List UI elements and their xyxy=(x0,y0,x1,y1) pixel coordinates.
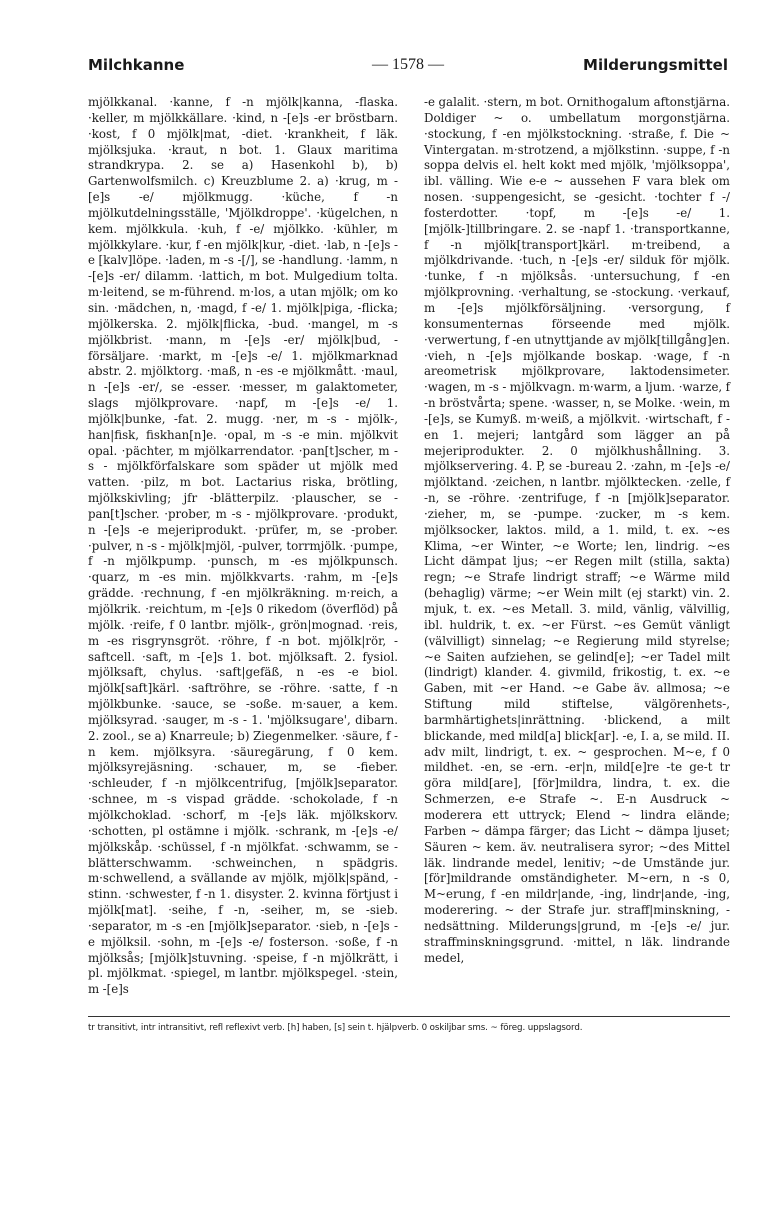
footer-divider xyxy=(88,1016,730,1017)
page-number: — 1578 — xyxy=(372,56,444,73)
abbreviation-legend: tr transitivt, intr intransitivt, refl reflexivt verb. [h] haben, [s] sein t. hjälpverb. 0 oskiljbar sms. ~ föreg. uppslagsord. xyxy=(88,1023,583,1033)
left-column-text: mjölkkanal. ·kanne, f -n mjölk|kanna, -flaska. ·keller, m mjölkkällare. ·kind, n -[e]s -er bröstbarn. ·kost, f 0 mjölk|mat, -diet. ·krankheit, f läk. mjölksjuka. ·kraut, n bot. 1. Glaux maritima strandkrypa. 2. se a) Hasenkohl b), b) Gartenwolfsmilch. c) Kreuzblume 2. a) ·krug, m -[e]s -e/ mjölkmugg. ·küche, f -n mjölkutdelningsställe, 'Mjölkdroppe'. ·kügelchen, n kem. mjölkkula. ·kuh, f -e/ mjölkko. ·kühler, m mjölkkylare. ·kur, f -en mjölk|kur, -diet. ·lab, n -[e]s -e [kalv]löpe. ·laden, m -s -[/], se -handlung. ·lamm, n -[e]s -er/ dilamm. ·lattich, m bot. Mulgedium tolta. m·leitend, se m-führend. m·los, a utan mjölk; om ko sin. ·mädchen, n, ·magd, f -e/ 1. mjölk|piga, -flicka; mjölkerska. 2. mjölk|flicka, -bud. ·mangel, m -s mjölkbrist. ·mann, m -[e]s -er/ mjölk|bud, -försäljare. ·markt, m -[e]s -e/ 1. mjölkmarknad abstr. 2. mjölktorg. ·maß, n -es -e mjölkmått. ·maul, n -[e]s -er/, se -esser. ·messer, m galaktometer, slags mjölkprovare. ·napf, m -[e]s -e/ 1. mjölk|bunke, -fat. 2. mugg. ·ner, m -s - mjölk-, han|fisk, fiskhan[n]e. ·opal, m -s -e min. mjölkvit opal. ·pächter, m mjölkarrendator. ·pan[t]scher, m -s - mjölkförfalskare som späder ut mjölk med vatten. ·pilz, m bot. Lactarius riska, brötling, mjölkskivling; jfr -blätterpilz. ·plauscher, se -pan[t]scher. ·prober, m -s - mjölkprovare. ·produkt, n -[e]s -e mejeriprodukt. ·prüfer, m, se -prober. ·pulver, n -s - mjölk|mjöl, -pulver, torrmjölk. ·pumpe, f -n mjölkpump. ·punsch, m -es mjölkpunsch. ·quarz, m -es min. mjölkkvarts. ·rahm, m -[e]s grädde. ·rechnung, f -en mjölkräkning. m·reich, a mjölkrik. ·reichtum, m -[e]s 0 rikedom (överflöd) på mjölk. ·reife, f 0 lantbr. mjölk-, grön|mognad. ·reis, m -es risgrynsgröt. ·röhre, f -n bot. mjölk|rör, -saftcell. ·saft, m -[e]s 1. bot. mjölksaft. 2. fysiol. mjölksaft, chylus. ·saft|gefäß, n -es -e biol. mjölk[saft]kärl. ·saftröhre, se -röhre. ·satte, f -n mjölkbunke. ·sauce, se -soße. m·sauer, a kem. mjölksyrad. ·sauger, m -s - 1. 'mjölksugare', dibarn. 2. zool., se a) Knarreule; b) Ziegenmelker. ·säure, f -n kem. mjölksyra. ·säuregärung, f 0 kem. mjölksyrejäsning. ·schauer, m, se -fieber. ·schleuder, f -n mjölkcentrifug, [mjölk]separator. ·schnee, m -s vispad grädde. ·schokolade, f -n mjölkchoklad. ·schorf, m -[e]s läk. mjölkskorv. ·schotten, pl ostämne i mjölk. ·schrank, m -[e]s -e/ mjölkskåp. ·schüssel, f -n mjölkfat. ·schwamm, se -blätterschwamm. ·schweinchen, n spädgris. m·schwellend, a svällande av mjölk, mjölk|spänd, -stinn. ·schwester, f -n 1. disyster. 2. kvinna förtjust i mjölk[mat]. ·seihe, f -n, -seiher, m, se -sieb. ·separator, m -s -en [mjölk]separator. ·sieb, n -[e]s -e mjölksil. ·sohn, m -[e]s -e/ fosterson. ·soße, f -n mjölksås; [mjölk]stuvning. ·speise, f -n mjölkrätt, i pl. mjölkmat. ·spiegel, m lantbr. mjölkspegel. ·stein, m -[e]s xyxy=(88,95,398,997)
right-column xyxy=(424,95,730,966)
header-left-guideword: Milchkanne xyxy=(88,56,185,74)
left-column xyxy=(88,95,398,998)
page-header xyxy=(88,56,728,80)
right-column-text: -e galalit. ·stern, m bot. Ornithogalum aftonstjärna. Doldiger ~ o. umbellatum morgonstjärna. ·stockung, f -en mjölkstockning. ·straße, f. Die ~ Vintergatan. m·strotzend, a mjölkstinn. ·suppe, f -n soppa delvis el. helt kokt med mjölk, 'mjölksoppa', ibl. välling. Wie e-e ~ aussehen F vara blek om nosen. ·suppengesicht, se -gesicht. ·tochter f -/ fosterdotter. ·topf, m -[e]s -e/ 1. [mjölk-]tillbringare. 2. se -napf 1. ·transportkanne, f -n mjölk[transport]kärl. m·treibend, a mjölkdrivande. ·tuch, n -[e]s -er/ silduk för mjölk. ·tunke, f -n mjölksås. ·untersuchung, f -en mjölkprovning. ·verhaltung, se -stockung. ·verkauf, m -[e]s mjölkförsäljning. ·versorgung, f konsumenternas förseende med mjölk. ·verwertung, f -en utnyttjande av mjölk[tillgång]en. ·vieh, n -[e]s mjölkande boskap. ·wage, f -n areometrisk mjölkprovare, laktodensimeter. ·wagen, m -s - mjölkvagn. m·warm, a ljum. ·warze, f -n bröstvårta; spene. ·wasser, n, se Molke. ·wein, m -[e]s, se Kumyß. m·weiß, a mjölkvit. ·wirtschaft, f -en 1. mejeri; lantgård som lägger an på mejeriprodukter. 2. 0 mjölkhushållning. 3. mjölkservering. 4. P, se -bureau 2. ·zahn, m -[e]s -e/ mjölktand. ·zeichen, n lantbr. mjölktecken. ·zelle, f -n, se -röhre. ·zentrifuge, f -n [mjölk]separator. ·zieher, m, se -pumpe. ·zucker, m -s kem. mjölksocker, laktos. mild, a 1. mild, t. ex. ~es Klima, ~er Winter, ~e Worte; len, lindrig. ~es Licht dämpat ljus; ~er Regen milt (stilla, sakta) regn; ~e Strafe lindrigt straff; ~e Wärme mild (behaglig) värme; ~er Wein milt (ej starkt) vin. 2. mjuk, t. ex. ~es Metall. 3. mild, vänlig, välvillig, ibl. huldrik, t. ex. ~er Fürst. ~es Gemüt vänligt (välvilligt) sinnelag; ~e Regierung mild styrelse; ~e Saiten aufziehen, se gelind[e]; ~er Tadel milt (lindrigt) klander. 4. givmild, frikostig, t. ex. ~e Gaben, mit ~er Hand. ~e Gabe äv. allmosa; ~e Stiftung mild stiftelse, välgörenhets-, barmhärtighets|inrättning. ·blickend, a milt blickande, med mild[a] blick[ar]. -e, I. a, se mild. II. adv milt, lindrigt, t. ex. ~ gesprochen. M~e, f 0 mildhet. -en, se -ern. -er|n, mild[e]re -te ge-t tr göra mild[are], [för]mildra, lindra, t. ex. die Schmerzen, e-e Strafe ~. E-n Ausdruck ~ moderera ett uttryck; Elend ~ lindra elände; Farben ~ dämpa färger; das Licht ~ dämpa ljuset; Säuren ~ kem. äv. neutralisera syror; ~des Mittel läk. lindrande medel, lenitiv; ~de Umstände jur. [för]mildrande omständigheter. M~ern, n -s 0, M~erung, f -en mildr|ande, -ing, lindr|ande, -ing, moderering. ~ der Strafe jur. straff|minskning, -nedsättning. Milderungs|grund, m -[e]s -e/ jur. straffminskningsgrund. ·mittel, n läk. lindrande medel, xyxy=(424,95,730,965)
header-right-guideword: Milderungsmittel xyxy=(583,56,728,74)
